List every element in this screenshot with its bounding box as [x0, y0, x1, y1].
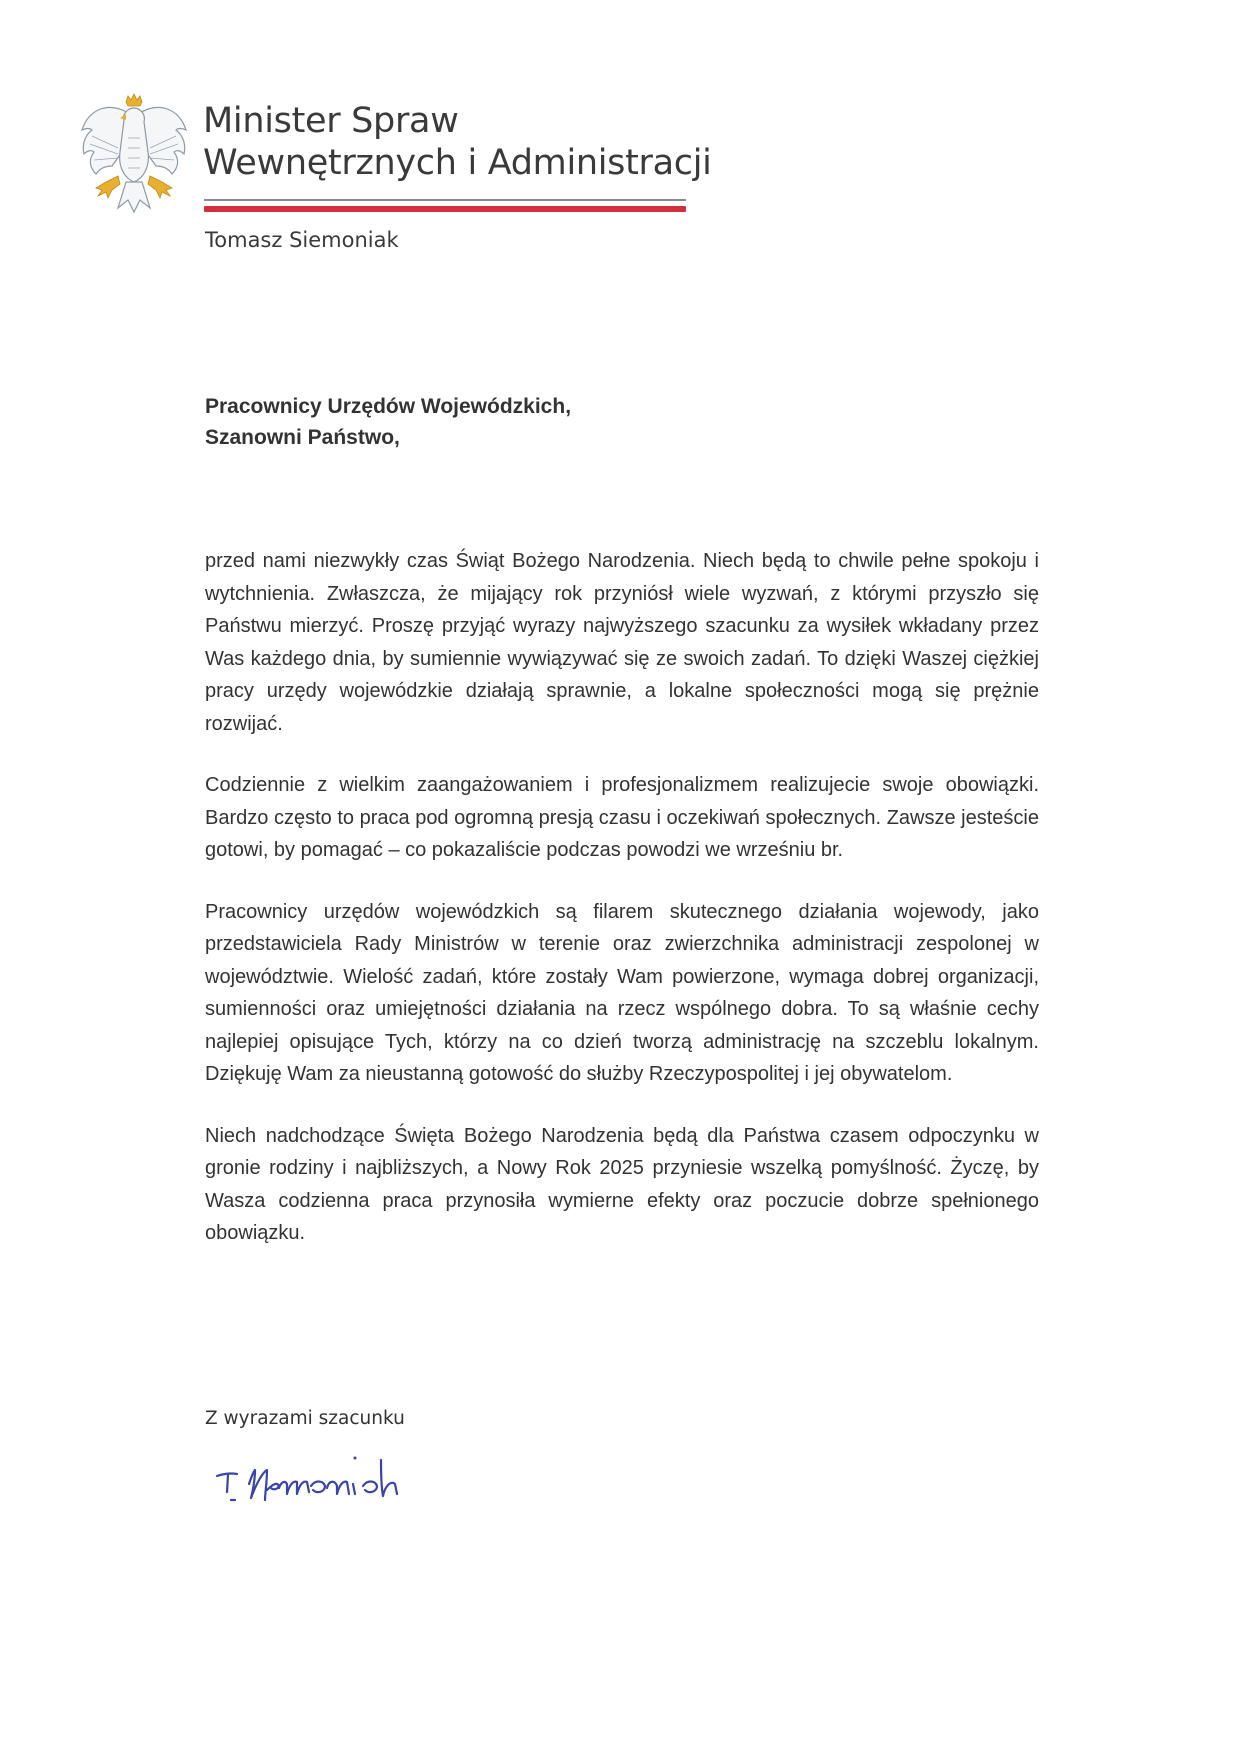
- paragraph-3: Pracownicy urzędów wojewódzkich są filarem skutecznego działania wojewody, jako przedstawiciela Rady Ministrów w terenie oraz zwierzchnika administracji zespolonej w województwie. Wielość zadań, które zostały Wam powierzone, wymaga dobrej organizacji, sumienności oraz umiejętności działania na rzecz wspólnego dobra. To są właśnie cechy najlepiej opisujące Tych, którzy na co dzień tworzą administrację na szczeblu lokalnym. Dziękuję Wam za nieustanną gotowość do służby Rzeczypospolitej i jej obywatelom.: [205, 900, 1039, 1085]
- polish-eagle-emblem-icon: [78, 92, 190, 214]
- salutation-line-1: Pracownicy Urzędów Wojewódzkich,: [205, 395, 572, 418]
- paragraph-1: przed nami niezwykły czas Świąt Bożego Narodzenia. Niech będą to chwile pełne spokoju i wytchnienia. Zwłaszcza, że mijający rok przyniósł wiele wyzwań, z którymi przyszło się Państwu mierzyć. Proszę przyjąć wyrazy najwyższego szacunku za wysiłek wkładany przez Was każdego dnia, by sumiennie wywiązywać się ze swoich zadań. To dzięki Waszej ciężkiej pracy urzędy wojewódzkie działają sprawnie, a lokalne społeczności mogą się prężnie rozwijać.: [205, 550, 1039, 735]
- salutation-line-2: Szanowni Państwo,: [205, 426, 400, 449]
- ministry-title-line-1: Minister Spraw: [203, 101, 459, 141]
- closing-phrase: Z wyrazami szacunku: [205, 1408, 405, 1429]
- letter-body: [205, 545, 1039, 1279]
- header-divider-red: [204, 206, 686, 212]
- ministry-title: [203, 100, 712, 184]
- salutation: [205, 391, 571, 453]
- minister-name: Tomasz Siemoniak: [205, 228, 399, 252]
- ministry-title-line-2: Wewnętrznych i Administracji: [203, 143, 712, 183]
- header-divider-gray: [204, 199, 686, 201]
- handwritten-signature-icon: [215, 1450, 475, 1520]
- paragraph-2: Codziennie z wielkim zaangażowaniem i profesjonalizmem realizujecie swoje obowiązki. Bardzo często to praca pod ogromną presją czasu i oczekiwań społecznych. Zawsze jesteście gotowi, by pomagać – co pokazaliście podczas powodzi we wrześniu br.: [205, 774, 1039, 861]
- paragraph-4: Niech nadchodzące Święta Bożego Narodzenia będą dla Państwa czasem odpoczynku w gronie rodziny i najbliższych, a Nowy Rok 2025 przyniesie wszelką pomyślność. Życzę, by Wasza codzienna praca przynosiła wymierne efekty oraz poczucie dobrze spełnionego obowiązku.: [205, 1124, 1039, 1244]
